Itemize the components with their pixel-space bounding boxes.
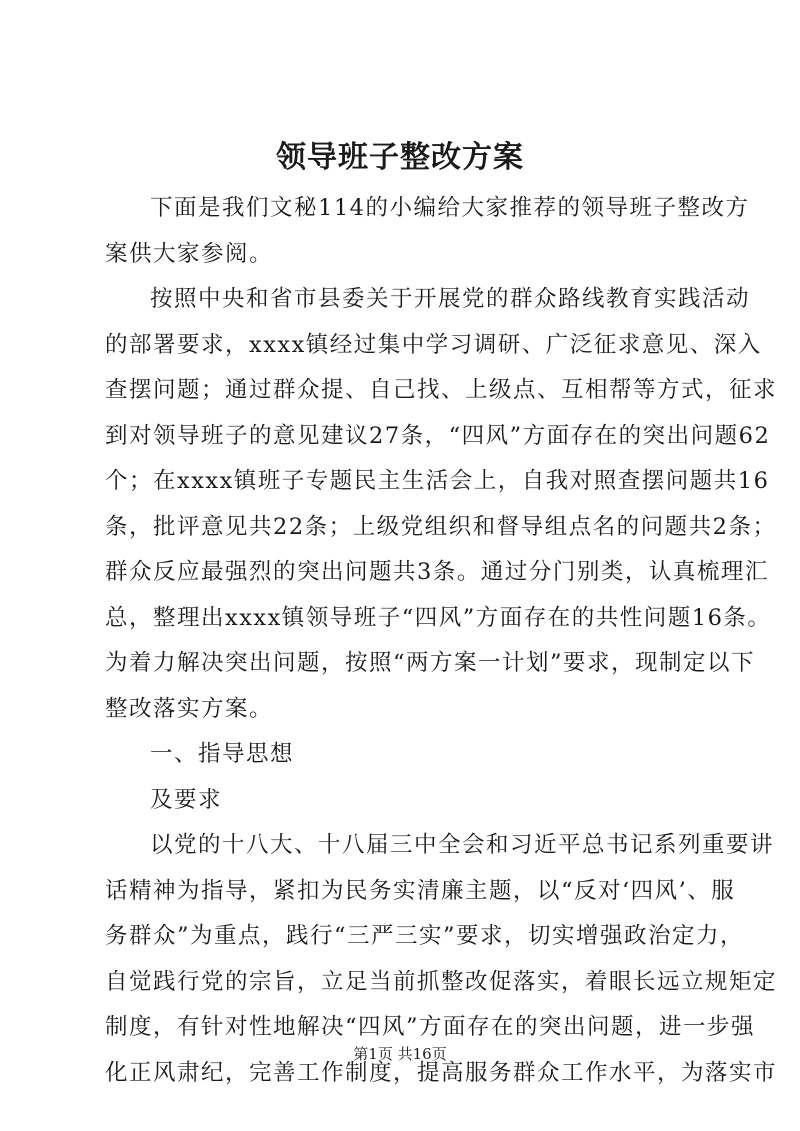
section-heading: 一、指导思想 (150, 741, 295, 767)
text-line: 到对领导班子的意见建议27条，“四风”方面存在的突出问题62 (105, 422, 771, 449)
text-line: 个；在xxxx镇班子专题民主生活会上，自我对照查摆问题共16 (105, 468, 770, 494)
document-title: 领导班子整改方案 (276, 140, 524, 175)
document-body (105, 186, 778, 1096)
text-line: 化正风肃纪，完善工作制度，提高服务群众工作水平，为落实市 (105, 1059, 778, 1086)
text-line: 的部署要求，xxxx镇经过集中学习调研、广泛征求意见、深入 (105, 331, 762, 358)
text-line: 下面是我们文秘114的小编给大家推荐的领导班子整改方 (150, 195, 750, 221)
text-line: 群众反应最强烈的突出问题共3条。通过分门别类，认真梳理汇 (105, 559, 769, 585)
text-line: 查摆问题；通过群众提、自己找、上级点、互相帮等方式，征求 (105, 377, 778, 403)
text-line: 制度，有针对性地解决“四风”方面存在的突出问题，进一步强 (105, 1014, 756, 1040)
text-line: 案供大家参阅。 (105, 240, 274, 267)
text-line: 整改落实方案。 (105, 695, 274, 722)
text-line: 按照中央和省市县委关于开展党的群众路线教育实践活动 (150, 286, 751, 312)
text-line: 务群众”为重点，践行“三严三实”要求，切实增强政治定力， (105, 923, 745, 949)
text-line: 总，整理出xxxx镇领导班子“四风”方面存在的共性问题16条。 (105, 604, 772, 631)
text-line: 以党的十八大、十八届三中全会和习近平总书记系列重要讲 (150, 832, 775, 858)
section-heading-continued: 及要求 (150, 786, 223, 813)
text-line: 为着力解决突出问题，按照“两方案一计划”要求，现制定以下 (105, 650, 756, 676)
text-line: 条，批评意见共22条；上级党组织和督导组点名的问题共2条； (105, 513, 777, 540)
page-number: 第1页 共16页 (353, 1045, 447, 1063)
text-line: 自觉践行党的宗旨，立足当前抓整改促落实，着眼长远立规矩定 (105, 968, 778, 995)
text-line: 话精神为指导，紧扣为民务实清廉主题，以“反对‘四风’、服 (105, 877, 736, 904)
